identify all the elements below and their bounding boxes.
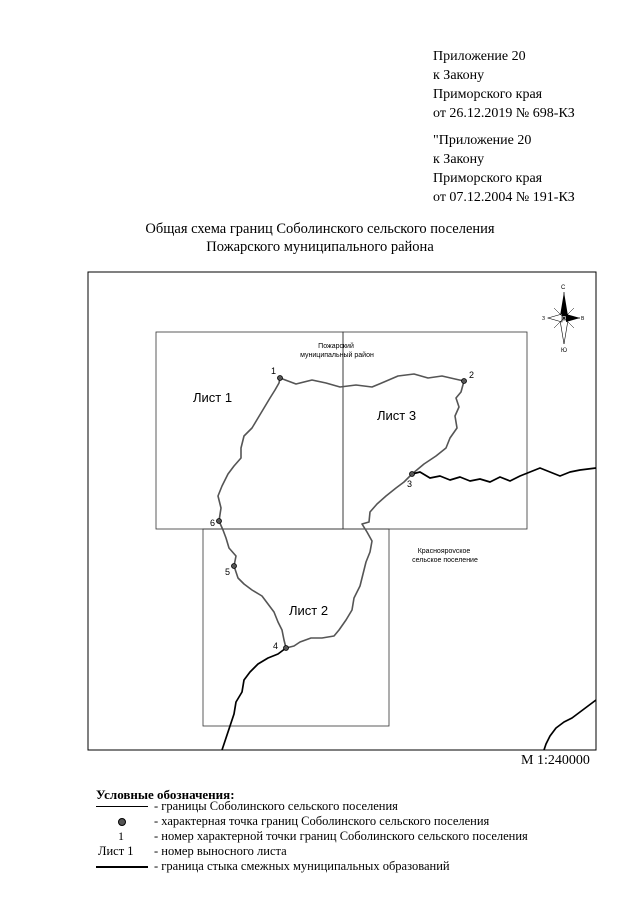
compass-rose: [542, 285, 585, 354]
junction-boundary-bottom-left: [222, 648, 286, 750]
legend-symbol-number-text: 1: [118, 829, 124, 843]
title-line-2: Пожарского муниципального района: [206, 239, 434, 255]
appendix-line: "Приложение 20: [433, 133, 532, 148]
compass-east: В: [581, 316, 585, 322]
appendix-line: от 07.12.2004 № 191-КЗ: [433, 190, 575, 205]
neighbor-label-right: [412, 548, 478, 564]
legend-symbol-dot: [96, 814, 148, 829]
compass-south: Ю: [561, 348, 568, 354]
legend-item-text: - характерная точка границ Соболинского сельского поселения: [154, 814, 490, 828]
neighbor-label-right-line2: сельское поселение: [412, 557, 478, 564]
point-number-2: 2: [469, 370, 475, 380]
sheet-frame-2: [203, 529, 389, 726]
appendix-line: к Закону: [433, 68, 485, 83]
legend-title: Условные обозначения:: [96, 787, 235, 802]
point-number-4: 4: [273, 641, 279, 651]
boundary-point: [232, 564, 237, 569]
legend-item-text: - границы Соболинского сельского поселения: [154, 799, 398, 813]
sheet-label-2: Лист 2: [289, 603, 329, 618]
legend-symbol-number: [96, 829, 148, 844]
legend-item-text: - номер характерной точки границ Соболинского сельского поселения: [154, 829, 528, 843]
legend-symbol-line: [96, 799, 148, 814]
legend-item-text: - граница стыка смежных муниципальных образований: [154, 859, 450, 873]
sheet-label-3: Лист 3: [377, 408, 417, 423]
map-scale: М 1:240000: [521, 753, 590, 768]
appendix-line: к Закону: [433, 152, 485, 167]
neighbor-label-top-line2: муниципальный район: [300, 352, 374, 359]
boundary-point: [462, 379, 467, 384]
boundary-point: [410, 472, 415, 477]
appendix-line: Приморского края: [433, 87, 543, 102]
neighbor-label-top: [300, 342, 374, 359]
legend-symbol-sheet: [96, 844, 148, 859]
legend-symbol-sheet-text: Лист 1: [98, 844, 134, 858]
point-number-5: 5: [225, 567, 231, 577]
boundary-point: [217, 519, 222, 524]
appendix-line: от 26.12.2019 № 698-КЗ: [433, 106, 575, 121]
point-number-6: 6: [210, 518, 216, 528]
compass-north-arrow: [560, 292, 568, 316]
point-number-1: 1: [271, 366, 277, 376]
boundary-point: [284, 646, 289, 651]
point-number-3: 3: [407, 479, 413, 489]
neighbor-label-top-line1: Пожарский: [318, 343, 354, 350]
sheet-frame-3: [343, 332, 527, 529]
title-line-1: Общая схема границ Соболинского сельского поселения: [145, 221, 495, 237]
junction-boundary-right: [412, 468, 596, 482]
appendix-line: Приложение 20: [433, 49, 526, 64]
compass-west: З: [542, 316, 546, 322]
junction-boundary-bottom-right: [544, 700, 596, 750]
legend-symbol-thick-line: [96, 859, 148, 874]
boundary-point: [278, 376, 283, 381]
appendix-line: Приморского края: [433, 171, 543, 186]
neighbor-label-right-line1: Красноярovское: [417, 548, 471, 555]
compass-north: С: [561, 285, 566, 291]
legend-item-text: - номер выносного листа: [154, 844, 287, 858]
sheet-label-1: Лист 1: [193, 390, 233, 405]
settlement-boundary: [218, 374, 464, 648]
